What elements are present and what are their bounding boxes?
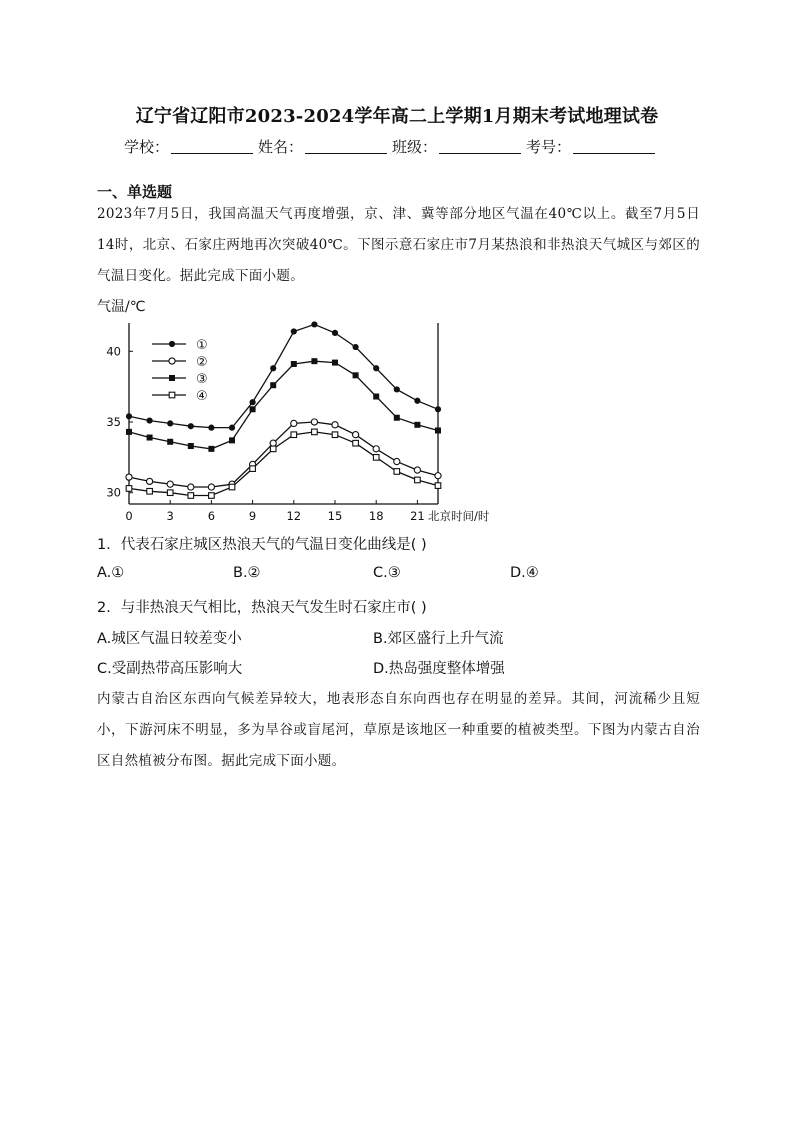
series-1-point <box>147 417 153 423</box>
series-2-point <box>332 422 338 428</box>
section-title: 一、单选题 <box>97 183 173 201</box>
legend-marker <box>169 375 175 381</box>
series-4-point <box>394 469 400 475</box>
x-tick-label: 3 <box>166 509 174 523</box>
series-3-point <box>208 446 214 452</box>
series-1-point <box>353 344 359 350</box>
series-3-point <box>250 406 256 412</box>
series-3-point <box>291 361 297 367</box>
series-2-point <box>353 432 359 438</box>
series-4-point <box>229 484 235 490</box>
y-tick-label: 30 <box>106 485 121 500</box>
series-1-point <box>394 386 400 392</box>
series-1-point <box>332 330 338 336</box>
legend-item-4 <box>152 389 208 404</box>
series-1-point <box>435 406 441 412</box>
series-3-point <box>332 360 338 366</box>
chart-x-axis-label: 北京时间/时 <box>428 509 490 523</box>
class-label: 班级： <box>392 138 438 156</box>
x-tick-label: 21 <box>410 509 425 523</box>
legend-label: ④ <box>196 389 208 404</box>
series-1-point <box>414 398 420 404</box>
series-1-point <box>311 321 317 327</box>
chart-y-axis-label: 气温/℃ <box>97 299 146 315</box>
series-3-point <box>229 437 235 443</box>
series-2-point <box>373 446 379 452</box>
x-tick-label: 18 <box>368 509 384 523</box>
series-4-point <box>312 429 318 435</box>
passage-inner-mongolia: 内蒙古自治区东西向气候差异较大，地表形态自东向西也存在明显的差异。其间，河流稀少且短小，下游河床不明显，多为旱谷或盲尾河，草原是该地区一种重要的植被类型。下图为内蒙古自治区自然植被分布图。据此完成下面小题。 <box>97 691 700 769</box>
series-2 <box>126 419 441 490</box>
y-tick-label: 40 <box>106 344 121 359</box>
legend-label: ② <box>196 355 208 370</box>
temperature-chart <box>0 0 794 560</box>
series-4-point <box>415 477 421 483</box>
series-4-point <box>373 455 379 461</box>
q1-option-d[interactable]: D.④ <box>510 565 539 581</box>
q2-option-b[interactable]: B.郊区盛行上升气流 <box>373 631 504 647</box>
series-3-line <box>129 361 438 449</box>
series-4-point <box>147 488 153 494</box>
series-4-point <box>126 486 132 492</box>
series-2-point <box>311 419 317 425</box>
series-4-point <box>209 493 215 499</box>
series-2-point <box>270 440 276 446</box>
series-3-point <box>188 443 194 449</box>
series-3-point <box>353 372 359 378</box>
series-2-point <box>435 473 441 479</box>
series-1-point <box>270 365 276 371</box>
series-1-point <box>208 425 214 431</box>
series-4-point <box>353 440 359 446</box>
x-tick-label: 15 <box>327 509 343 523</box>
series-2-point <box>291 420 297 426</box>
chart-series <box>126 321 441 498</box>
q1-option-b[interactable]: B.② <box>233 565 261 581</box>
y-tick-label: 35 <box>106 414 121 429</box>
series-3-point <box>311 358 317 364</box>
series-3-point <box>435 427 441 433</box>
series-1-point <box>126 413 132 419</box>
legend-marker <box>169 392 175 398</box>
series-3-point <box>270 382 276 388</box>
series-4-point <box>250 466 256 472</box>
passage-heatwave: 2023年7月5日，我国高温天气再度增强，京、津、冀等部分地区气温在40℃以上。截至7月5日14时，北京、石家庄两地再次突破40℃。下图示意石家庄市7月某热浪和非热浪天气城区与郊区的气温日变化。据此完成下面小题。 <box>97 206 700 284</box>
exam-number-label: 考号： <box>526 138 572 156</box>
series-2-point <box>414 467 420 473</box>
q2-option-c[interactable]: C.受副热带高压影响大 <box>97 661 243 677</box>
series-4-point <box>332 432 338 438</box>
x-tick-label: 12 <box>286 509 302 523</box>
exam-title: 辽宁省辽阳市2023-2024学年高二上学期1月期末考试地理试卷 <box>135 106 659 127</box>
series-1-point <box>229 425 235 431</box>
series-3-point <box>126 429 132 435</box>
name-label: 姓名： <box>258 138 304 156</box>
x-tick-label: 0 <box>125 509 133 523</box>
series-4-point <box>435 483 441 489</box>
series-1-point <box>188 423 194 429</box>
legend-label: ③ <box>196 372 208 387</box>
series-2-point <box>394 458 400 464</box>
legend-item-2 <box>152 355 208 370</box>
series-4-line <box>129 432 438 496</box>
series-1-point <box>373 365 379 371</box>
q1-option-a[interactable]: A.① <box>97 565 125 581</box>
series-2-point <box>188 484 194 490</box>
series-2-point <box>208 484 214 490</box>
series-2-line <box>129 422 438 487</box>
x-tick-label: 6 <box>207 509 216 523</box>
series-3-point <box>373 394 379 400</box>
q2-option-d[interactable]: D.热岛强度整体增强 <box>373 661 505 677</box>
series-1-point <box>250 399 256 405</box>
series-2-point <box>167 481 173 487</box>
series-3-point <box>147 435 153 441</box>
series-2-point <box>147 478 153 484</box>
legend-label: ① <box>196 338 208 353</box>
series-3 <box>126 358 441 452</box>
chart-axes <box>106 323 438 523</box>
series-3-point <box>167 439 173 445</box>
school-label: 学校： <box>124 138 170 156</box>
chart-legend <box>152 338 208 404</box>
q2-option-a[interactable]: A.城区气温日较差变小 <box>97 631 242 647</box>
series-4-point <box>291 432 297 438</box>
series-1-point <box>167 420 173 426</box>
series-3-point <box>414 422 420 428</box>
legend-item-3 <box>152 372 208 387</box>
x-tick-label: 9 <box>248 509 257 523</box>
series-1-point <box>291 328 297 334</box>
legend-item-1 <box>152 338 208 353</box>
series-4-point <box>188 493 194 499</box>
legend-marker <box>169 341 175 347</box>
series-4-point <box>167 490 173 496</box>
q1-option-c[interactable]: C.③ <box>373 565 401 581</box>
question-1-stem: 1．代表石家庄城区热浪天气的气温日变化曲线是( ) <box>97 537 427 553</box>
series-3-point <box>394 415 400 421</box>
legend-marker <box>169 358 175 364</box>
series-4 <box>126 429 441 498</box>
question-2-stem: 2．与非热浪天气相比，热浪天气发生时石家庄市( ) <box>97 600 427 616</box>
series-2-point <box>126 474 132 480</box>
series-4-point <box>270 446 276 452</box>
